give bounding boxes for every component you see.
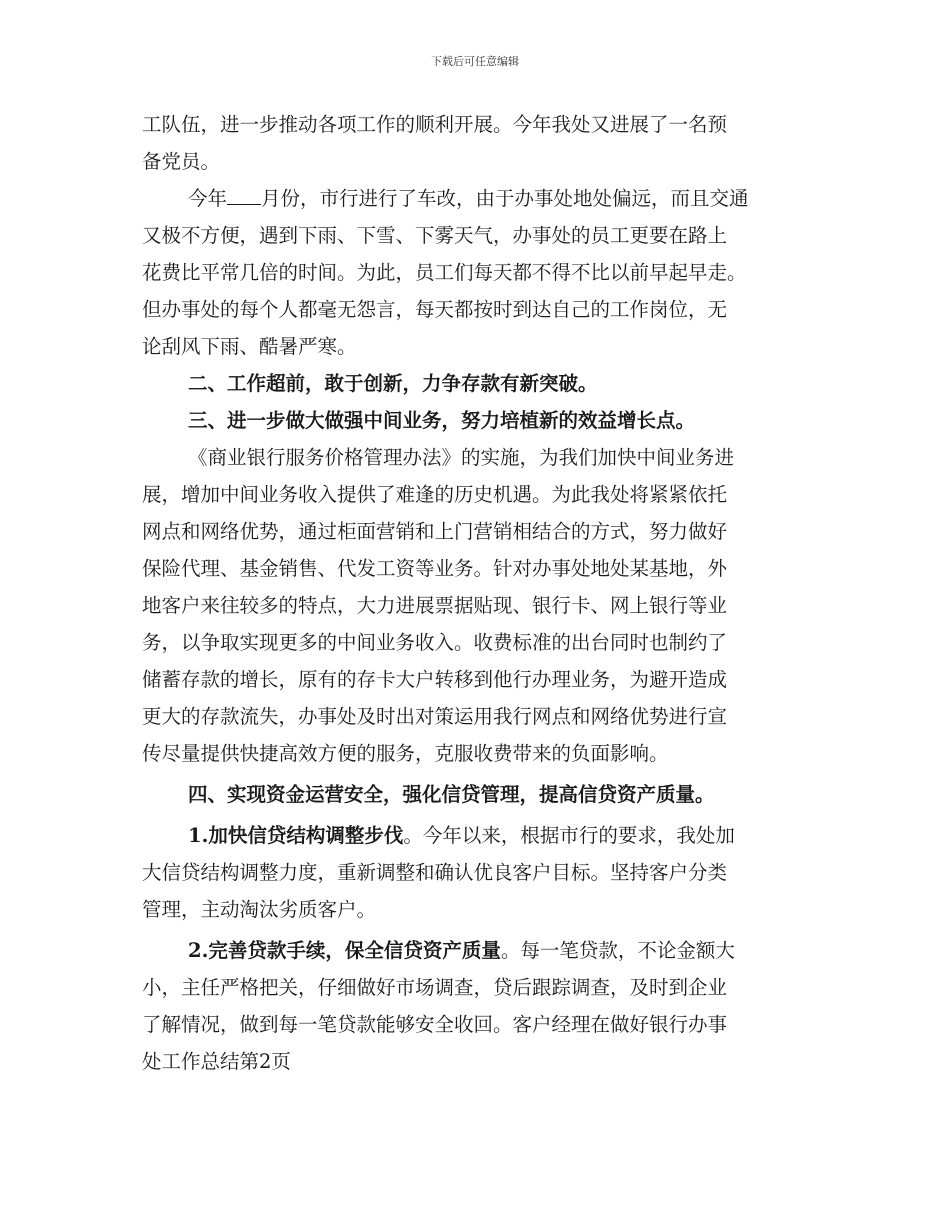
paragraph-line: 展，增加中间业务收入提供了难逢的历史机遇。为此我处将紧紧依托 bbox=[142, 483, 728, 506]
paragraph-line: 管理，主动淘汰劣质客户。 bbox=[142, 898, 377, 921]
section-heading: 二、工作超前，敢于创新，力争存款有新突破。 bbox=[188, 372, 598, 395]
text-run: 。今年以来，根据市行的要求，我处加 bbox=[403, 824, 735, 847]
paragraph-line: 大信贷结构调整力度，重新调整和确认优良客户目标。坚持客户分类 bbox=[142, 861, 728, 884]
document-body bbox=[142, 106, 822, 1080]
paragraph-line: 但办事处的每个人都毫无怨言，每天都按时到达自己的工作岗位，无 bbox=[142, 298, 728, 321]
paragraph-line: 《商业银行服务价格管理办法》的实施，为我们加快中间业务进 bbox=[188, 446, 735, 469]
page-footer-line: 处工作总结第2页 bbox=[142, 1050, 291, 1073]
paragraph-line: 论刮风下雨、酷暑严寒。 bbox=[142, 335, 357, 358]
subheading-run: 2.完善贷款手续，保全信贷资产质量 bbox=[188, 939, 501, 962]
text-run: 月份，市行进行了车改，由于办事处地处偏远，而且交通 bbox=[261, 187, 749, 210]
paragraph-line: 备党员。 bbox=[142, 150, 221, 173]
paragraph-line: 保险代理、基金销售、代发工资等业务。针对办事处地处某基地，外 bbox=[142, 557, 728, 580]
paragraph-line: 花费比平常几倍的时间。为此，员工们每天都不得不比以前早起早走。 bbox=[142, 261, 747, 284]
blank-underline bbox=[227, 186, 261, 205]
paragraph-line: 又极不方便，遇到下雨、下雪、下雾天气，办事处的员工更要在路上 bbox=[142, 224, 728, 247]
paragraph-line: 小，主任严格把关，仔细做好市场调查，贷后跟踪调查，及时到企业 bbox=[142, 976, 728, 999]
text-run: 今年 bbox=[188, 187, 228, 210]
paragraph-line: 储蓄存款的增长，原有的存卡大户转移到他行办理业务，为避开造成 bbox=[142, 668, 728, 691]
paragraph-line: 地客户来往较多的特点，大力进展票据贴现、银行卡、网上银行等业 bbox=[142, 594, 728, 617]
paragraph-line: 务，以争取实现更多的中间业务收入。收费标准的出台同时也制约了 bbox=[142, 631, 728, 654]
paragraph-line bbox=[142, 180, 822, 217]
section-heading: 三、进一步做大做强中间业务，努力培植新的效益增长点。 bbox=[188, 409, 696, 432]
subheading-run: 1.加快信贷结构调整步伐 bbox=[188, 824, 404, 847]
paragraph-line: 工队伍，进一步推动各项工作的顺利开展。今年我处又进展了一名预 bbox=[142, 113, 728, 136]
section-heading: 四、实现资金运营安全，强化信贷管理，提高信贷资产质量。 bbox=[188, 783, 715, 806]
paragraph-line: 了解情况，做到每一笔贷款能够安全收回。客户经理在做好银行办事 bbox=[142, 1013, 728, 1036]
paragraph-line: 传尽量提供快捷高效方便的服务，克服收费带来的负面影响。 bbox=[142, 742, 669, 765]
text-run: 。每一笔贷款，不论金额大 bbox=[500, 939, 735, 962]
paragraph-line: 更大的存款流失，办事处及时出对策运用我行网点和网络优势进行宣 bbox=[142, 705, 728, 728]
paragraph-line bbox=[142, 817, 822, 854]
paragraph-line: 网点和网络优势，通过柜面营销和上门营销相结合的方式，努力做好 bbox=[142, 520, 728, 543]
paragraph-line bbox=[142, 932, 822, 969]
page-header: 下载后可任意编辑 bbox=[431, 55, 519, 68]
